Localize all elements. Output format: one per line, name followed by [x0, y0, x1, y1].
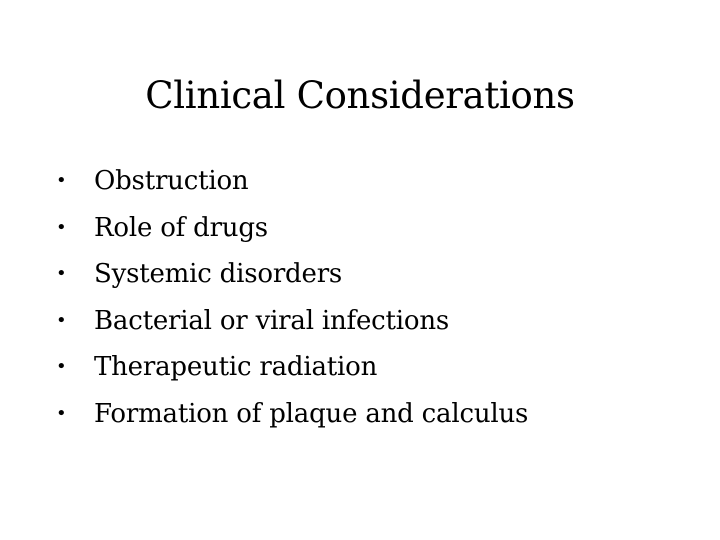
bullet-text: Bacterial or viral infections — [94, 305, 450, 336]
bullet-text: Systemic disorders — [94, 259, 343, 289]
bullet-text: Therapeutic radiation — [94, 352, 378, 382]
bullet-item-obstruction — [52, 158, 528, 205]
bullet-icon: • — [56, 170, 67, 191]
bullet-icon: • — [56, 263, 67, 284]
bullet-text: Obstruction — [94, 166, 249, 196]
bullet-item-radiation — [52, 344, 528, 391]
slide-title: Clinical Considerations — [145, 74, 575, 117]
bullet-item-role-of-drugs — [52, 205, 528, 252]
bullet-item-infections — [52, 298, 528, 345]
bullet-text: Formation of plaque and calculus — [94, 398, 529, 429]
bullet-icon: • — [56, 309, 67, 331]
bullet-icon: • — [56, 216, 67, 238]
bullet-icon: • — [56, 356, 67, 377]
bullet-list — [52, 158, 528, 437]
bullet-item-systemic-disorders — [52, 251, 528, 298]
bullet-text: Role of drugs — [94, 212, 268, 243]
bullet-item-plaque-calculus — [52, 391, 528, 438]
bullet-icon: • — [56, 402, 67, 424]
